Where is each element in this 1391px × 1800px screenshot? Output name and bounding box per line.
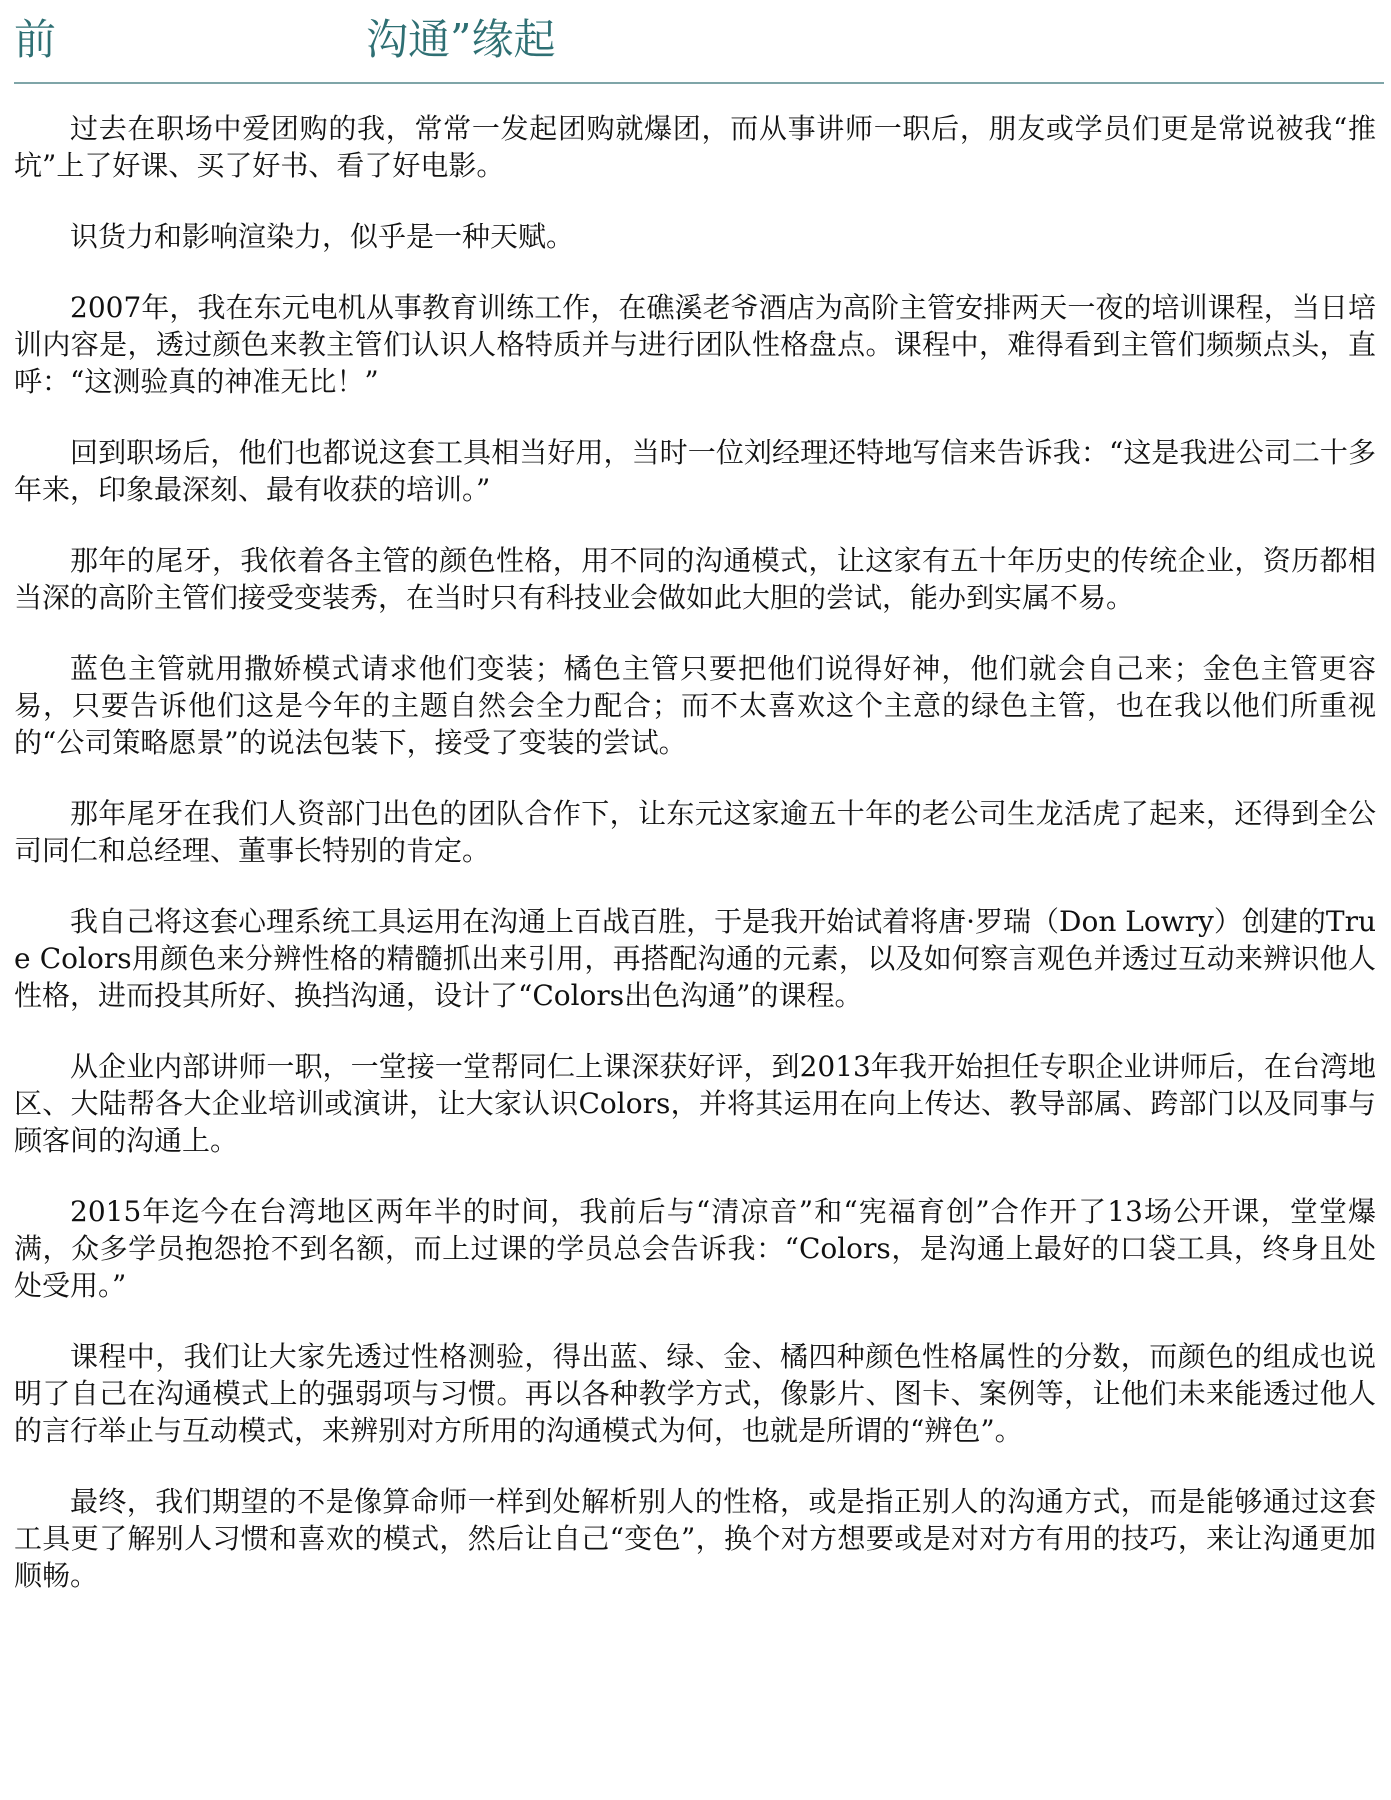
paragraph-5: 那年的尾牙，我依着各主管的颜色性格，用不同的沟通模式，让这家有五十年历史的传统企业，资历都相当深的高阶主管们接受变装秀，在当时只有科技业会做如此大胆的尝试，能办到实属不易。 [14, 544, 1376, 614]
paragraph-10: 2015年迄今在台湾地区两年半的时间，我前后与“清凉音”和“宪福育创”合作开了13场公开课，堂堂爆满，众多学员抱怨抢不到名额，而上过课的学员总会告诉我：“Colors，是沟通上最好的口袋工具，终身且处处受用。” [14, 1195, 1376, 1302]
paragraph-8: 我自己将这套心理系统工具运用在沟通上百战百胜，于是我开始试着将唐·罗瑞（Don Lowry）创建的True Colors用颜色来分辨性格的精髓抓出来引用，再搭配沟通的元素，以及如何察言观色并透过互动来辨识他人性格，进而投其所好、换挡沟通，设计了“Colors出色沟通”的课程。 [14, 905, 1376, 1012]
paragraph-9: 从企业内部讲师一职，一堂接一堂帮同仁上课深获好评，到2013年我开始担任专职企业讲师后，在台湾地区、大陆帮各大企业培训或演讲，让大家认识Colors，并将其运用在向上传达、教导部属、跨部门以及同事与顾客间的沟通上。 [14, 1050, 1376, 1157]
paragraph-6: 蓝色主管就用撒娇模式请求他们变装；橘色主管只要把他们说得好神，他们就会自己来；金色主管更容易，只要告诉他们这是今年的主题自然会全力配合；而不太喜欢这个主意的绿色主管，也在我以他们所重视的“公司策略愿景”的说法包装下，接受了变装的尝试。 [14, 652, 1376, 759]
paragraph-4: 回到职场后，他们也都说这套工具相当好用，当时一位刘经理还特地写信来告诉我：“这是我进公司二十多年来，印象最深刻、最有收获的培训。” [14, 436, 1376, 506]
chapter-title-right: 沟通”缘起 [366, 15, 556, 64]
header-divider [14, 82, 1384, 84]
paragraph-12: 最终，我们期望的不是像算命师一样到处解析别人的性格，或是指正别人的沟通方式，而是能够通过这套工具更了解别人习惯和喜欢的模式，然后让自己“变色”，换个对方想要或是对对方有用的技巧，来让沟通更加顺畅。 [14, 1485, 1376, 1592]
paragraph-3: 2007年，我在东元电机从事教育训练工作，在礁溪老爷酒店为高阶主管安排两天一夜的培训课程，当日培训内容是，透过颜色来教主管们认识人格特质并与进行团队性格盘点。课程中，难得看到主管们频频点头，直呼：“这测验真的神准无比！” [14, 291, 1376, 398]
paragraph-2: 识货力和影响渲染力，似乎是一种天赋。 [70, 220, 575, 253]
paragraph-11: 课程中，我们让大家先透过性格测验，得出蓝、绿、金、橘四种颜色性格属性的分数，而颜色的组成也说明了自己在沟通模式上的强弱项与习惯。再以各种教学方式，像影片、图卡、案例等，让他们未来能透过他人的言行举止与互动模式，来辨别对方所用的沟通模式为何，也就是所谓的“辨色”。 [14, 1340, 1376, 1447]
paragraph-7: 那年尾牙在我们人资部门出色的团队合作下，让东元这家逾五十年的老公司生龙活虎了起来，还得到全公司同仁和总经理、董事长特别的肯定。 [14, 797, 1376, 867]
article-body [14, 110, 1376, 1628]
chapter-header [14, 14, 1384, 86]
chapter-title-left: 前 [14, 15, 57, 64]
paragraph-1: 过去在职场中爱团购的我，常常一发起团购就爆团，而从事讲师一职后，朋友或学员们更是常说被我“推坑”上了好课、买了好书、看了好电影。 [14, 112, 1376, 182]
